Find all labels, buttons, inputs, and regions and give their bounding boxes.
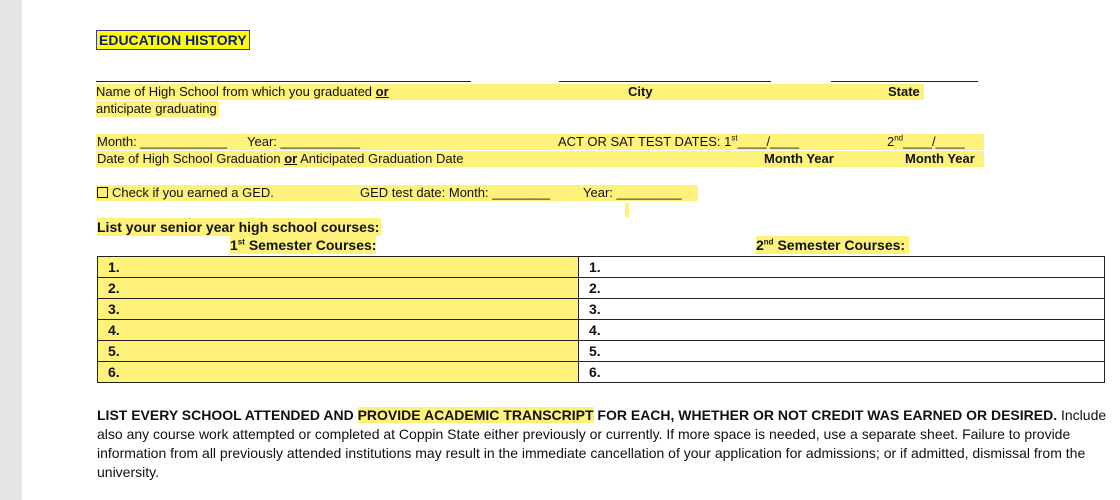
month-year-label-2: Month Year (905, 151, 975, 166)
table-row (98, 362, 1105, 383)
grad-year-field[interactable]: Year: ___________ (247, 134, 361, 149)
sem1-course-cell[interactable]: 2. (98, 278, 579, 299)
sem2-course-cell[interactable]: 5. (579, 341, 1105, 362)
sem1-heading: 1st Semester Courses: (230, 237, 377, 253)
transcript-notice: LIST EVERY SCHOOL ATTENDED AND PROVIDE ACADEMIC TRANSCRIPT FOR EACH, WHETHER OR NOT CREDIT WAS EARNED OR DESIRED. Include also any course work attempted or completed at Coppin State either previously or currently. If more space is needed, use a separate sheet. Failure to provide information from all previously attended institutions may result in the immediate cancellation of your application for admissions; or if admitted, dismissal from the university. (97, 407, 1107, 480)
section-title: EDUCATION HISTORY (96, 30, 250, 50)
school-name-label-cont: anticipate graduating (96, 101, 217, 116)
test-dates-label: ACT OR SAT TEST DATES: 1st____/____ (558, 133, 800, 149)
table-row (98, 278, 1105, 299)
month-year-label-1: Month Year (764, 151, 834, 166)
ged-month-field[interactable]: GED test date: Month: ________ (360, 185, 551, 200)
ged-year-field[interactable]: Year: _________ (583, 185, 682, 200)
grad-month-field[interactable]: Month: ____________ (97, 134, 228, 149)
sem2-course-cell[interactable]: 3. (579, 299, 1105, 320)
ged-checkbox-row[interactable]: Check if you earned a GED. (97, 185, 274, 201)
school-name-label: Name of High School from which you graduated or (96, 84, 389, 99)
courses-heading: List your senior year high school courses: (97, 219, 380, 235)
sem2-heading: 2nd Semester Courses: (756, 236, 909, 254)
sem2-course-cell[interactable]: 1. (579, 257, 1105, 278)
sem2-course-cell[interactable]: 2. (579, 278, 1105, 299)
ged-checkbox[interactable] (97, 187, 108, 198)
sem2-course-cell[interactable]: 6. (579, 362, 1105, 383)
city-label: City (628, 84, 653, 99)
table-row (98, 299, 1105, 320)
state-line[interactable] (831, 81, 978, 82)
school-name-line[interactable] (96, 81, 471, 82)
table-row (98, 341, 1105, 362)
sem1-course-cell[interactable]: 5. (98, 341, 579, 362)
dates-highlight (96, 134, 984, 150)
sem2-course-cell[interactable]: 4. (579, 320, 1105, 341)
table-row (98, 320, 1105, 341)
sem1-course-cell[interactable]: 4. (98, 320, 579, 341)
city-line[interactable] (559, 81, 771, 82)
grad-date-label: Date of High School Graduation or Anticipated Graduation Date (97, 151, 464, 166)
table-row (98, 257, 1105, 278)
transcript-highlight: PROVIDE ACADEMIC TRANSCRIPT (357, 407, 594, 423)
first-test-date-field[interactable]: ____/____ (737, 134, 800, 149)
second-test-date-field[interactable]: ____/____ (903, 134, 965, 149)
sem1-course-cell[interactable]: 3. (98, 299, 579, 320)
sem1-course-cell[interactable]: 1. (98, 257, 579, 278)
second-test-date: 2nd____/____ (887, 133, 965, 149)
courses-table (97, 256, 1105, 383)
or-word: or (375, 84, 389, 99)
highlight-mark (625, 203, 629, 217)
sem1-course-cell[interactable]: 6. (98, 362, 579, 383)
page-left-gutter (0, 0, 22, 500)
state-label: State (888, 84, 920, 99)
